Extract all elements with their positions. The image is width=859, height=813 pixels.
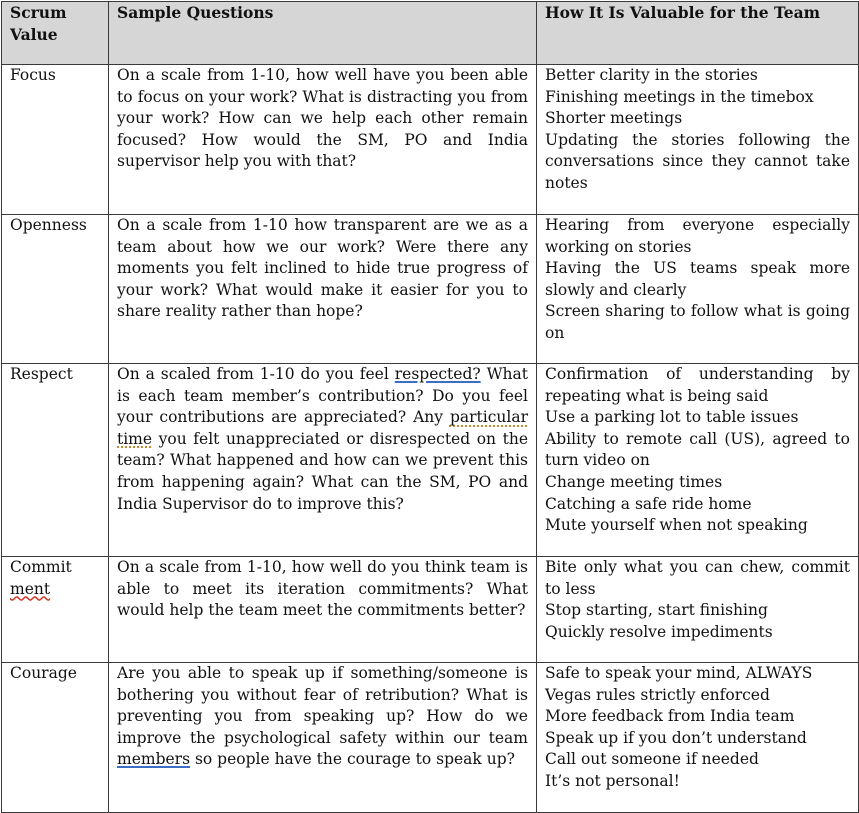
benefit-item: Hearing from everyone especially working on stories [545, 216, 850, 256]
benefit-item: Confirmation of understanding by repeating what is being said [545, 365, 850, 405]
table-row [2, 65, 859, 215]
question-text: On a scaled from 1-10 do you feel [117, 365, 395, 383]
benefit-item: Bite only what you can chew, commit to less [545, 558, 850, 598]
benefit-item: Safe to speak your mind, ALWAYS [545, 664, 813, 682]
header-row [2, 2, 859, 65]
grammar-flagged-phrase: particular time [117, 408, 528, 448]
spelling-flagged-word: ment [10, 579, 51, 598]
questions-cell [109, 364, 537, 557]
benefit-item: Having the US teams speak more slowly and clearly [545, 259, 850, 299]
benefit-item: Vegas rules strictly enforced [545, 685, 770, 704]
benefit-item: Ability to remote call (US), agreed to turn video on [545, 429, 850, 470]
question-text: you felt unappreciated or disrespected on the team? What happened and how can we prevent this from happening again? What can the SM, PO and India Supervisor do to improve this? [117, 429, 528, 513]
header-scrum-value: Scrum Value [2, 2, 109, 65]
benefit-item: Shorter meetings [545, 109, 683, 128]
benefit-item: Quickly resolve impediments [545, 622, 773, 641]
table-row [2, 364, 859, 557]
questions-cell: On a scale from 1-10, how well have you been able to focus on your work? What is distracting you from your work? How can we help each other remain focused? How would the SM, PO and India supervisor help you with that? [109, 65, 537, 215]
header-valuable-for-team: How It Is Valuable for the Team [537, 2, 859, 65]
benefit-item: Stop starting, start finishing [545, 601, 768, 620]
benefit-item: Screen sharing to follow what is going on [545, 302, 850, 342]
benefit-item: Speak up if you don’t understand [545, 728, 807, 747]
scrum-value-cell: Openness [2, 215, 109, 364]
question-text: What is each team member’s contribution? Do you feel your contributions are appreciated? Any [117, 365, 529, 427]
table-row [2, 557, 859, 663]
benefit-item: Call out someone if needed [545, 750, 759, 769]
benefits-cell [537, 65, 859, 215]
benefit-item: Catching a safe ride home [545, 494, 752, 513]
scrum-value-cell: Respect [2, 364, 109, 557]
questions-cell: On a scale from 1-10 how transparent are we as a team about how we our work? Were there any moments you felt inclined to hide true progress of your work? What would make it easier for you to share reality rather than hope? [109, 215, 537, 364]
question-text: Are you able to speak up if something/someone is bothering you without fear of retribution? What is preventing you from speaking up? How do we improve the psychological safety within our team [117, 664, 528, 747]
benefits-cell [537, 557, 859, 663]
benefits-cell [537, 364, 859, 557]
scrum-value-cell: Focus [2, 65, 109, 215]
benefit-item: Finishing meetings in the timebox [545, 87, 814, 106]
benefit-item: Use a parking lot to table issues [545, 408, 799, 427]
value-part: Commit [10, 558, 72, 576]
benefit-item: Updating the stories following the conversations since they cannot take notes [545, 130, 850, 192]
questions-cell [109, 663, 537, 813]
header-sample-questions: Sample Questions [109, 2, 537, 65]
questions-cell: On a scale from 1-10, how well do you think team is able to meet its iteration commitments? What would help the team meet the commitments better? [109, 557, 537, 663]
benefit-item: It’s not personal! [545, 771, 680, 790]
question-text: so people have the courage to speak up? [190, 750, 515, 769]
scrum-value-cell: Courage [2, 663, 109, 813]
benefits-cell [537, 663, 859, 813]
benefit-item: Better clarity in the stories [545, 66, 758, 84]
table-row [2, 663, 859, 813]
underlined-word: members [117, 750, 191, 769]
scrum-values-table [1, 1, 859, 813]
benefit-item: More feedback from India team [545, 707, 795, 726]
benefit-item: Change meeting times [545, 472, 723, 491]
table-row [2, 215, 859, 364]
benefit-item: Mute yourself when not speaking [545, 516, 808, 535]
scrum-value-cell [2, 557, 109, 663]
benefits-cell [537, 215, 859, 364]
underlined-word: respected? [394, 365, 481, 383]
